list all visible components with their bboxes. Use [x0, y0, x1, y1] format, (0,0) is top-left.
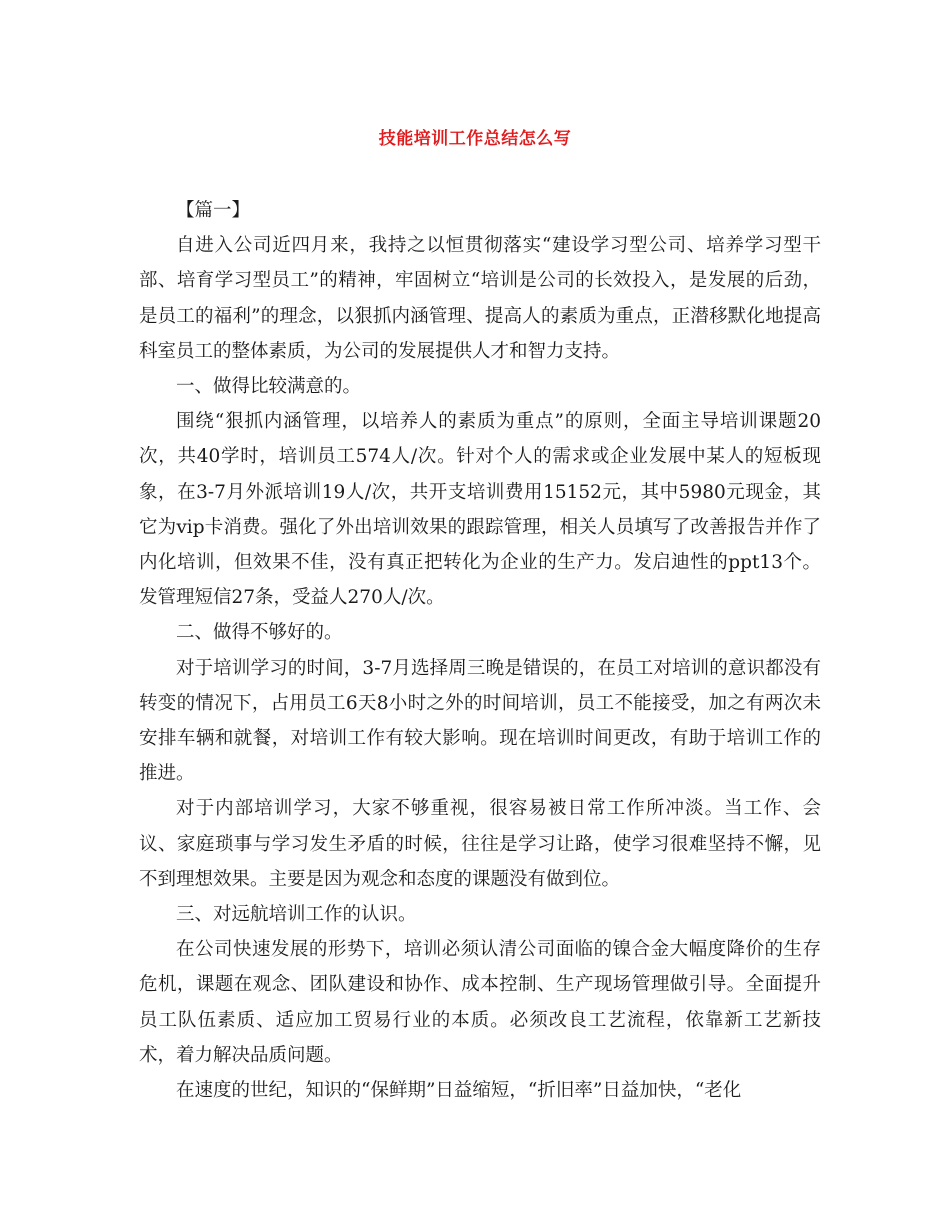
- understanding-paragraph: 在公司快速发展的形势下，培训必须认清公司面临的镍合金大幅度降价的生存危机，课题在观念、团队建设和协作、成本控制、生产现场管理做引导。全面提升员工队伍素质、适应加工贸易行业的本质。必须改良工艺流程，依靠新工艺新技术，着力解决品质问题。: [139, 939, 821, 1066]
- heading-satisfied: 一、做得比较满意的。: [176, 376, 362, 398]
- heading-not-good-enough: 二、做得不够好的。: [176, 622, 343, 644]
- speed-era-paragraph: 在速度的世纪，知识的“保鲜期”日益缩短，“折旧率”日益加快，“老化: [176, 1080, 742, 1102]
- intro-paragraph: 自进入公司近四月来，我持之以恒贯彻落实“建设学习型公司、培养学习型干部、培育学习型员工”的精神，牢固树立“培训是公司的长效投入，是发展的后劲，是员工的福利”的理念，以狠抓内涵管理、提高人的素质为重点，正潜移默化地提高科室员工的整体素质，为公司的发展提供人才和智力支持。: [139, 235, 821, 362]
- training-time-paragraph: 对于培训学习的时间，3-7月选择周三晚是错误的，在员工对培训的意识都没有转变的情况下，占用员工6天8小时之外的时间培训，员工不能接受，加之有两次未安排车辆和就餐，对培训工作有较大影响。现在培训时间更改，有助于培训工作的推进。: [139, 657, 821, 785]
- internal-training-paragraph: 对于内部培训学习，大家不够重视，很容易被日常工作所冲淡。当工作、会议、家庭琐事与学习发生矛盾的时候，往往是学习让路，使学习很难坚持不懈，见不到理想效果。主要是因为观念和态度的课题没有做到位。: [139, 798, 821, 890]
- heading-understanding: 三、对远航培训工作的认识。: [176, 904, 417, 926]
- satisfied-paragraph: 围绕“狠抓内涵管理，以培养人的素质为重点”的原则，全面主导培训课题20次，共40学时，培训员工574人/次。针对个人的需求或企业发展中某人的短板现象，在3-7月外派培训19人/次，共开支培训费用15152元，其中5980元现金，其它为vip卡消费。强化了外出培训效果的跟踪管理，相关人员填写了改善报告并作了内化培训，但效果不佳，没有真正把转化为企业的生产力。发启迪性的ppt13个。发管理短信27条，受益人270人/次。: [139, 411, 821, 609]
- document-title: 技能培训工作总结怎么写: [378, 129, 572, 149]
- document-body: [139, 193, 821, 1108]
- section-label: 【篇一】: [176, 200, 251, 221]
